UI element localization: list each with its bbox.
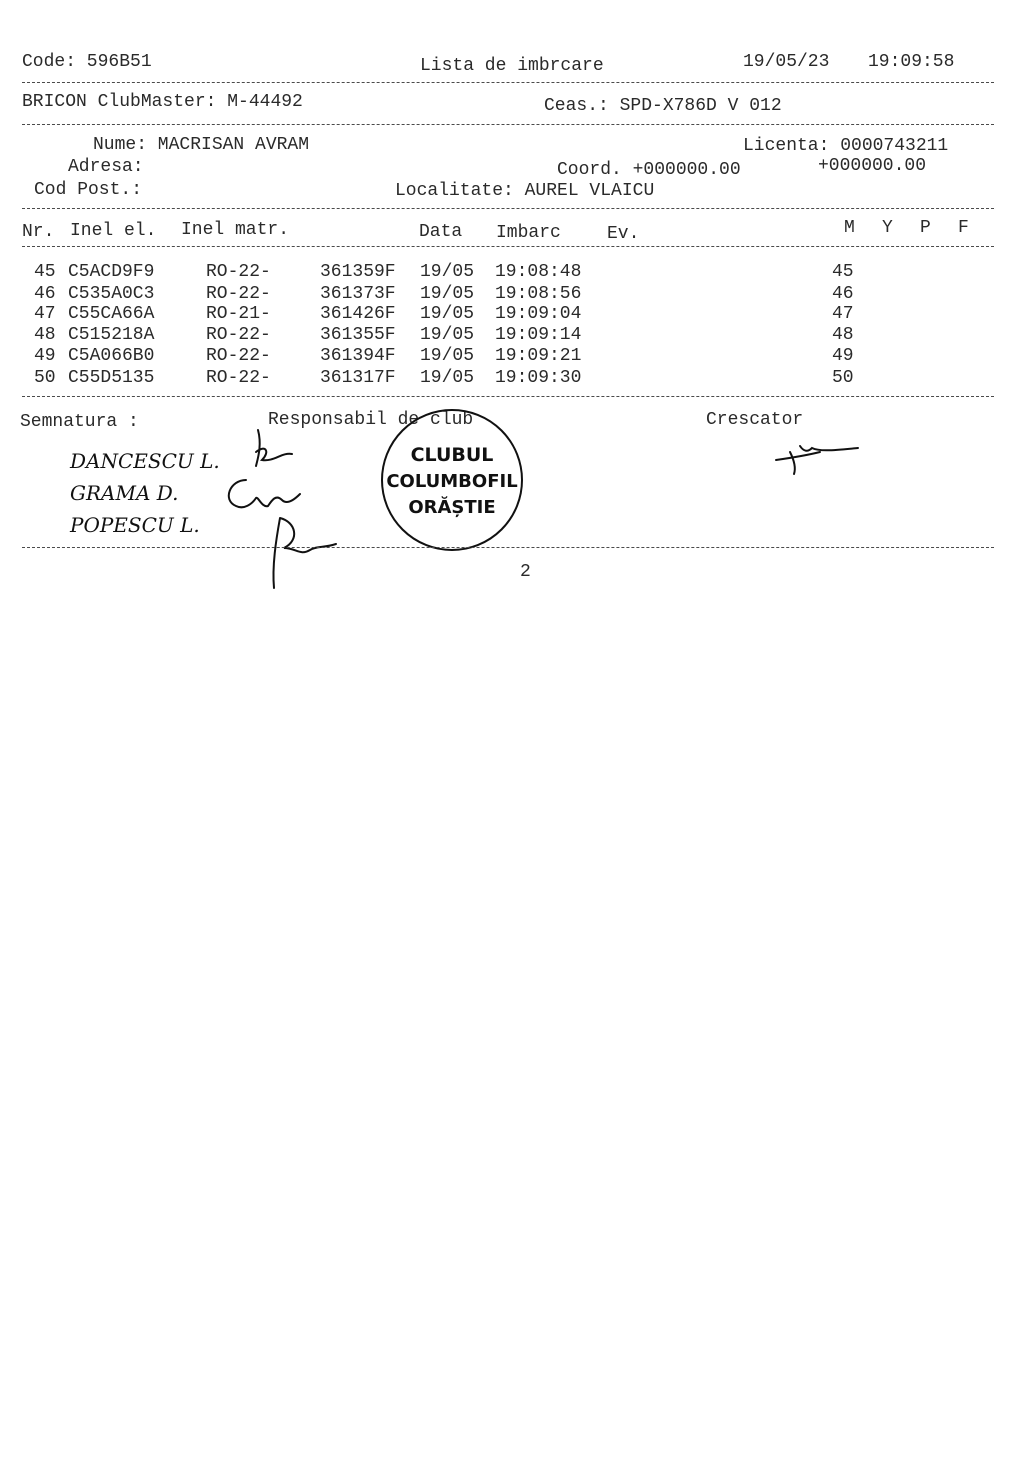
row-ring-number: 361317F (320, 368, 396, 388)
row-ring-electronic: C55CA66A (68, 304, 155, 324)
row-date: 19/05 (420, 368, 475, 388)
row-ring-electronic: C535A0C3 (68, 284, 155, 304)
club-master-id: BRICON ClubMaster: M-44492 (22, 92, 303, 112)
col-ring-electronic: Inel el. (70, 221, 157, 241)
row-time: 19:09:30 (495, 368, 582, 388)
row-nr: 47 (34, 304, 56, 324)
col-p: P (920, 218, 931, 238)
row-m: 46 (832, 284, 854, 304)
row-m: 50 (832, 368, 854, 388)
coordinates: Coord. +000000.00 (557, 160, 741, 180)
row-m: 47 (832, 304, 854, 324)
row-m: 48 (832, 325, 854, 345)
row-ring-number: 361373F (320, 284, 396, 304)
col-basketing: Imbarc (496, 223, 561, 243)
signature-scribble-3 (273, 518, 336, 588)
license-number: Licenta: 0000743211 (743, 136, 949, 156)
row-m: 49 (832, 346, 854, 366)
col-ring-registration: Inel matr. (181, 220, 290, 240)
document-title: Lista de imbrcare (420, 56, 604, 76)
row-ring-electronic: C55D5135 (68, 368, 155, 388)
row-ring-number: 361426F (320, 304, 396, 324)
page-number: 2 (520, 562, 531, 582)
row-ring-prefix: RO-22- (206, 368, 271, 388)
breeder-label: Crescator (706, 410, 804, 430)
col-ev: Ev. (607, 224, 640, 244)
row-nr: 49 (34, 346, 56, 366)
row-ring-prefix: RO-22- (206, 346, 271, 366)
col-nr: Nr. (22, 222, 55, 242)
row-date: 19/05 (420, 346, 475, 366)
code-label: Code: 596B51 (22, 52, 152, 72)
row-nr: 45 (34, 262, 56, 282)
locality: Localitate: AUREL VLAICU (395, 181, 655, 201)
row-ring-electronic: C5A066B0 (68, 346, 155, 366)
divider (22, 547, 994, 548)
col-m: M (844, 218, 855, 238)
signature-scribble-2 (229, 480, 300, 507)
row-ring-number: 361394F (320, 346, 396, 366)
row-time: 19:09:04 (495, 304, 582, 324)
fancier-name: Nume: MACRISAN AVRAM (93, 135, 310, 155)
print-date: 19/05/23 (743, 52, 830, 72)
stamp-line-2: COLUMBOFIL (386, 471, 518, 492)
row-time: 19:09:21 (495, 346, 582, 366)
row-m: 45 (832, 262, 854, 282)
clock-id: Ceas.: SPD-X786D V 012 (544, 96, 782, 116)
address-label: Adresa: (68, 157, 144, 177)
coordinates-second: +000000.00 (818, 156, 927, 176)
row-time: 19:09:14 (495, 325, 582, 345)
row-ring-prefix: RO-22- (206, 262, 271, 282)
row-nr: 50 (34, 368, 56, 388)
stamp-line-1: CLUBUL (410, 444, 494, 466)
row-date: 19/05 (420, 262, 475, 282)
row-ring-electronic: C515218A (68, 325, 155, 345)
row-ring-prefix: RO-21- (206, 304, 271, 324)
print-time: 19:09:58 (868, 52, 955, 72)
row-date: 19/05 (420, 304, 475, 324)
row-time: 19:08:56 (495, 284, 582, 304)
row-date: 19/05 (420, 325, 475, 345)
row-time: 19:08:48 (495, 262, 582, 282)
breeder-signature (776, 446, 858, 474)
col-date: Data (419, 222, 463, 242)
club-responsible-label: Responsabil de club (268, 410, 474, 430)
signature-scribble-1 (256, 430, 292, 466)
handwritten-name-3: POPESCU L. (70, 513, 200, 537)
row-ring-number: 361359F (320, 262, 396, 282)
row-ring-prefix: RO-22- (206, 325, 271, 345)
handwritten-signatures (0, 0, 1024, 600)
postcode-label: Cod Post.: (34, 180, 143, 200)
col-y: Y (882, 218, 893, 238)
stamp-line-3: ORĂȘTIE (408, 497, 496, 518)
handwritten-name-2: GRAMA D. (70, 481, 179, 505)
col-f: F (958, 218, 969, 238)
row-ring-prefix: RO-22- (206, 284, 271, 304)
handwritten-name-1: DANCESCU L. (70, 449, 220, 473)
row-ring-number: 361355F (320, 325, 396, 345)
row-nr: 46 (34, 284, 56, 304)
row-nr: 48 (34, 325, 56, 345)
signature-label: Semnatura : (20, 412, 139, 432)
row-ring-electronic: C5ACD9F9 (68, 262, 155, 282)
row-date: 19/05 (420, 284, 475, 304)
